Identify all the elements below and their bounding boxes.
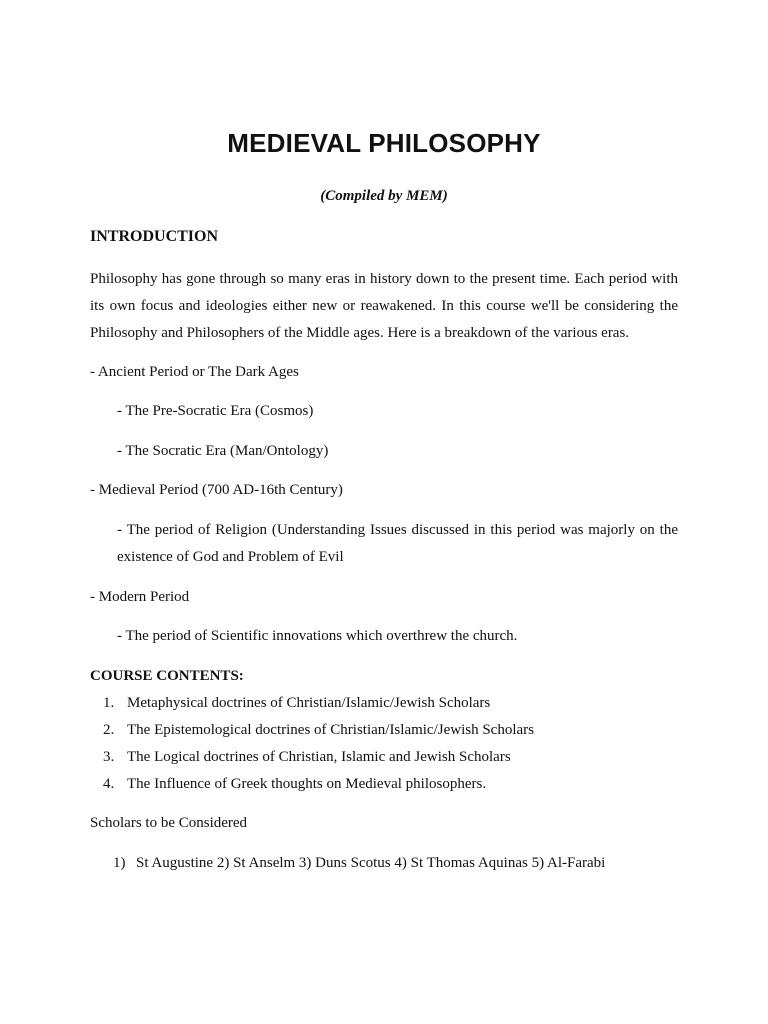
course-item-text: The Epistemological doctrines of Christian/Islamic/Jewish Scholars [127, 722, 534, 738]
era-ancient: - Ancient Period or The Dark Ages [90, 364, 299, 380]
course-item [103, 695, 490, 712]
era-scientific: - The period of Scientific innovations which overthrew the church. [117, 628, 518, 644]
course-item-number: 2. [103, 722, 115, 738]
introduction-heading: INTRODUCTION [90, 228, 219, 245]
era-religion: - The period of Religion (Understanding Issues discussed in this period was majorly on the existence of God and Problem of Evil [117, 522, 678, 565]
scholars-list [113, 855, 605, 872]
document-title: MEDIEVAL PHILOSOPHY [227, 128, 541, 158]
era-socratic: - The Socratic Era (Man/Ontology) [117, 443, 329, 459]
course-item [103, 749, 511, 766]
course-item-number: 4. [103, 776, 115, 792]
course-item-text: The Logical doctrines of Christian, Islamic and Jewish Scholars [127, 749, 511, 765]
course-item [103, 722, 534, 739]
era-modern: - Modern Period [90, 589, 190, 605]
course-item-number: 3. [103, 749, 115, 765]
course-item-text: The Influence of Greek thoughts on Medieval philosophers. [127, 776, 487, 792]
course-item-text: Metaphysical doctrines of Christian/Islamic/Jewish Scholars [127, 695, 491, 711]
scholars-number: 1) [113, 855, 126, 871]
course-item-number: 1. [103, 695, 115, 711]
course-contents-heading: COURSE CONTENTS: [90, 668, 244, 684]
course-item [103, 776, 486, 793]
introduction-paragraph: Philosophy has gone through so many eras in history down to the present time. Each period with its own focus and ideologies either new or reawakened. In this course we'll be considering the Philosophy and Philosophers of the Middle ages. Here is a breakdown of the various eras. [90, 271, 678, 341]
scholars-label: Scholars to be Considered [90, 815, 248, 831]
era-medieval: - Medieval Period (700 AD-16th Century) [90, 482, 343, 498]
document-subtitle: (Compiled by MEM) [320, 188, 448, 204]
scholars-text: St Augustine 2) St Anselm 3) Duns Scotus 4) St Thomas Aquinas 5) Al-Farabi [136, 855, 606, 871]
era-presocratic: - The Pre-Socratic Era (Cosmos) [117, 403, 314, 419]
